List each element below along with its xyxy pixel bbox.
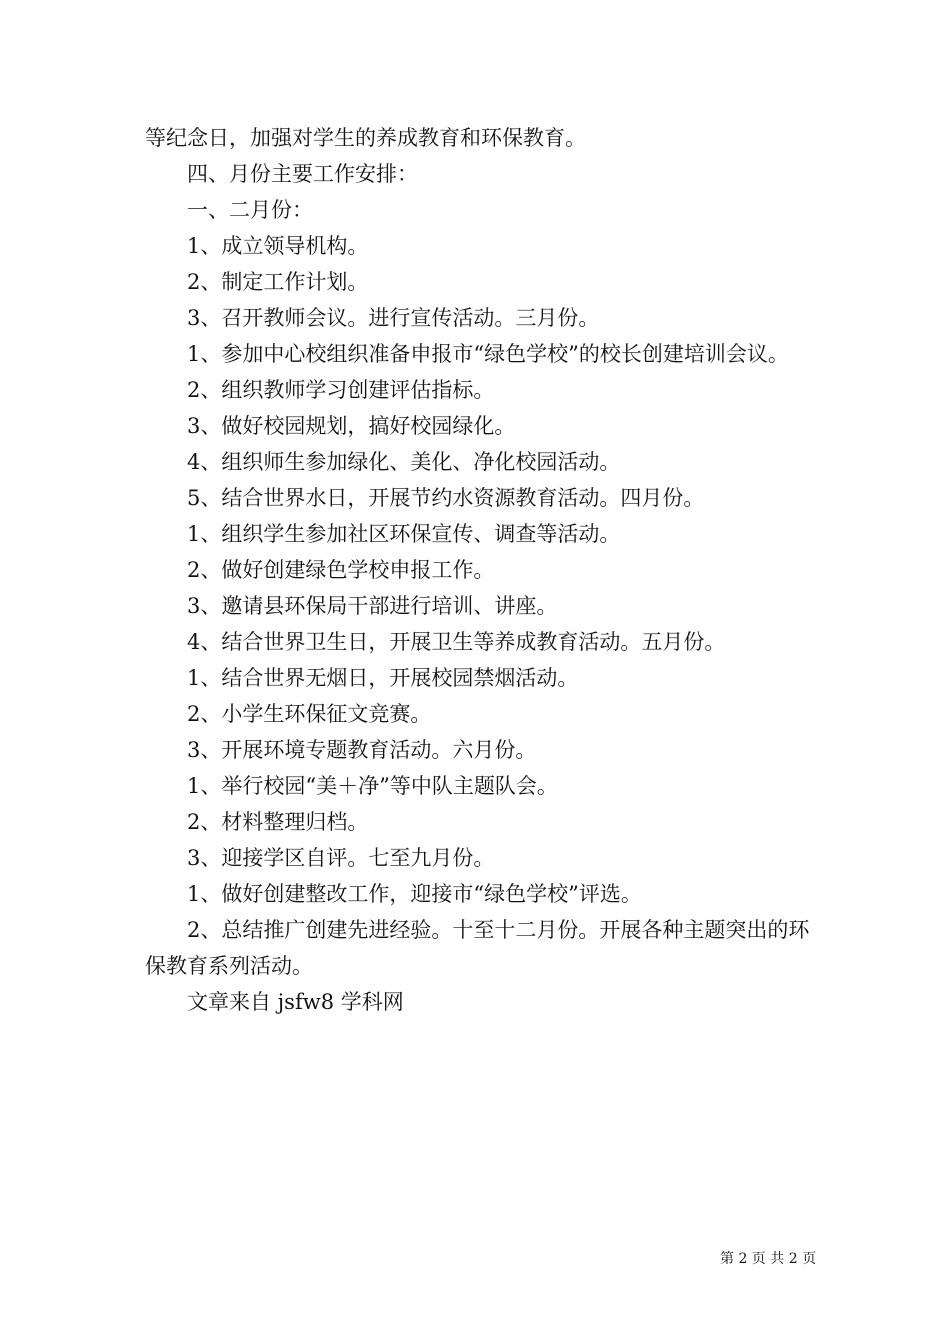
list-item: 2、制定工作计划。 <box>187 270 369 294</box>
page-number: 第 2 页 共 2 页 <box>720 1251 817 1267</box>
list-item: 4、结合世界卫生日，开展卫生等养成教育活动。五月份。 <box>187 630 726 654</box>
list-item: 3、邀请县环保局干部进行培训、讲座。 <box>187 594 558 618</box>
month-heading: 一、二月份： <box>187 198 313 222</box>
list-item: 1、成立领导机构。 <box>187 234 369 258</box>
source-note: 文章来自 jsfw8 学科网 <box>187 990 404 1014</box>
list-item: 1、举行校园“美＋净”等中队主题队会。 <box>187 774 558 798</box>
list-item: 2、总结推广创建先进经验。十至十二月份。开展各种主题突出的环保教育系列活动。 <box>145 918 810 978</box>
list-item: 2、小学生环保征文竞赛。 <box>187 702 432 726</box>
list-item: 3、召开教师会议。进行宣传活动。三月份。 <box>187 306 600 330</box>
list-item: 1、参加中心校组织准备申报市“绿色学校”的校长创建培训会议。 <box>187 342 789 366</box>
list-item: 3、开展环境专题教育活动。六月份。 <box>187 738 537 762</box>
list-item: 1、组织学生参加社区环保宣传、调查等活动。 <box>187 522 621 546</box>
list-item: 1、结合世界无烟日，开展校园禁烟活动。 <box>187 666 579 690</box>
list-item: 3、迎接学区自评。七至九月份。 <box>187 846 495 870</box>
list-item: 2、材料整理归档。 <box>187 810 369 834</box>
paragraph: 等纪念日，加强对学生的养成教育和环保教育。 <box>145 126 586 150</box>
document-body <box>145 120 815 1020</box>
list-item: 4、组织师生参加绿化、美化、净化校园活动。 <box>187 450 621 474</box>
list-item: 2、组织教师学习创建评估指标。 <box>187 378 495 402</box>
list-item: 5、结合世界水日，开展节约水资源教育活动。四月份。 <box>187 486 705 510</box>
list-item: 3、做好校园规划，搞好校园绿化。 <box>187 414 516 438</box>
list-item: 2、做好创建绿色学校申报工作。 <box>187 558 495 582</box>
section-heading: 四、月份主要工作安排： <box>187 162 418 186</box>
list-item: 1、做好创建整改工作，迎接市“绿色学校”评选。 <box>187 882 642 906</box>
